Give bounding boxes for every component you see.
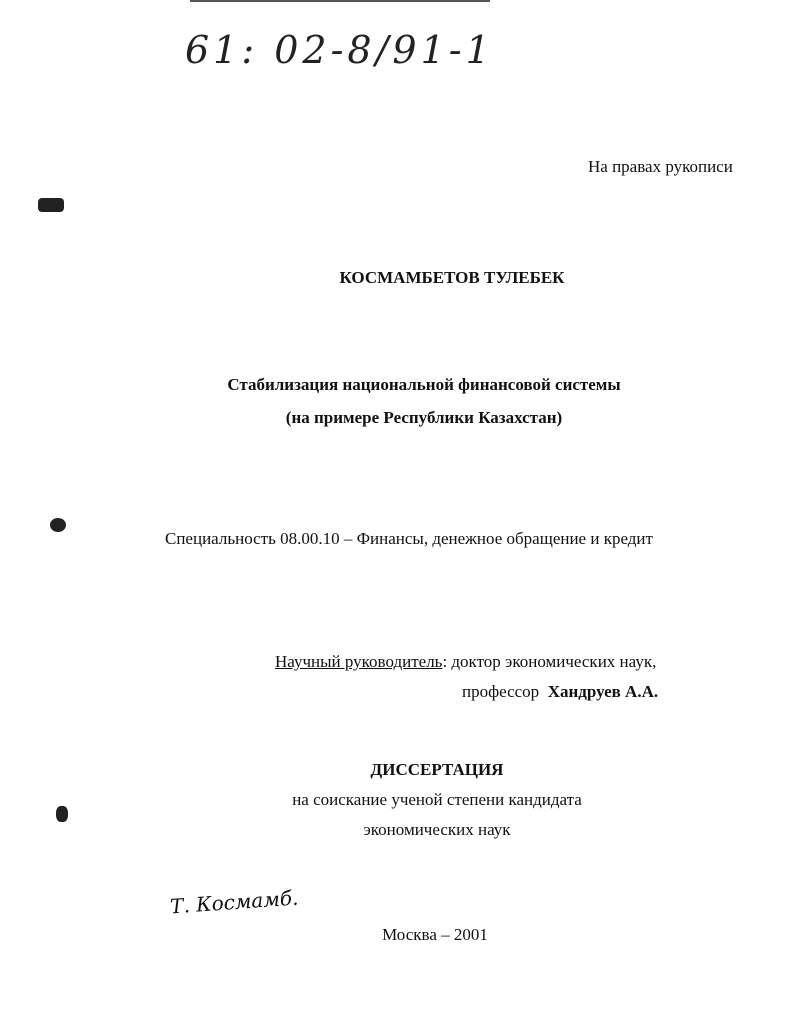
supervisor-name: Хандруев А.А. bbox=[547, 682, 659, 701]
archive-code-handwritten: 61: 02-8/91-1 bbox=[185, 28, 494, 72]
scan-punch-mark bbox=[38, 198, 64, 212]
supervisor-title: профессор bbox=[462, 682, 540, 701]
purpose-line-1: на соискание ученой степени кандидата bbox=[292, 790, 582, 809]
supervisor-degree: : доктор экономических наук, bbox=[442, 652, 657, 671]
specialty: Специальность 08.00.10 – Финансы, денежное обращение и кредит bbox=[165, 529, 653, 548]
scan-edge-line bbox=[190, 0, 490, 2]
title-line-1: Стабилизация национальной финансовой системы bbox=[227, 375, 621, 394]
supervisor-line bbox=[275, 652, 656, 672]
document-type: ДИССЕРТАЦИЯ bbox=[370, 760, 504, 779]
author-signature: Т. Космамб. bbox=[169, 885, 300, 919]
author-name: КОСМАМБЕТОВ ТУЛЕБЕК bbox=[339, 268, 565, 287]
title-line-2: (на примере Республики Казахстан) bbox=[285, 408, 563, 427]
place-year: Москва – 2001 bbox=[382, 925, 488, 944]
scan-punch-mark bbox=[50, 518, 66, 532]
scan-punch-mark bbox=[56, 806, 68, 822]
supervisor-label: Научный руководитель bbox=[275, 652, 443, 671]
purpose-line-2: экономических наук bbox=[363, 820, 511, 839]
rights-note: На правах рукописи bbox=[588, 157, 733, 176]
supervisor-name-line bbox=[462, 682, 658, 702]
